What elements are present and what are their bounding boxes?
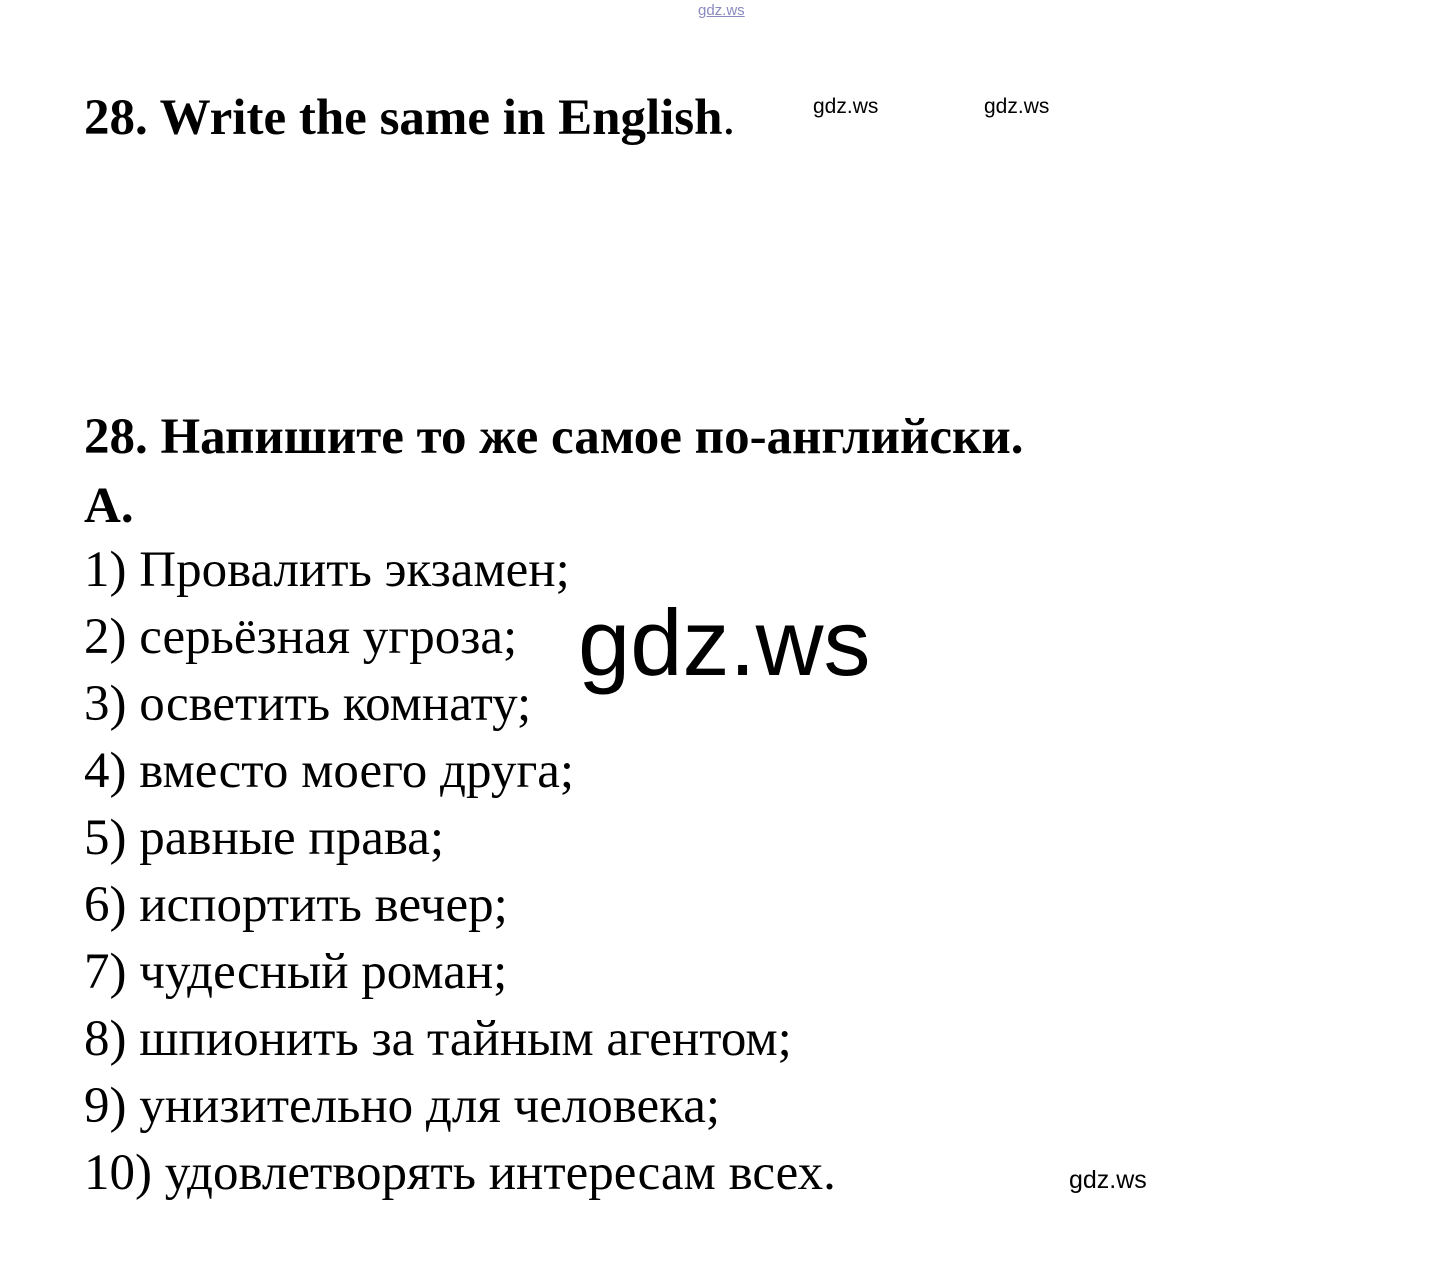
exercise-title-english-text: 28. Write the same in English bbox=[84, 90, 723, 146]
list-item: 5) равные права; bbox=[84, 810, 445, 866]
list-item: 3) осветить комнату; bbox=[84, 676, 532, 732]
list-item: 6) испортить вечер; bbox=[84, 877, 508, 933]
top-watermark-link[interactable]: gdz.ws bbox=[698, 2, 745, 19]
watermark-large-center: gdz.ws bbox=[578, 590, 871, 695]
exercise-title-english bbox=[84, 88, 735, 148]
list-item: 10) удовлетворять интересам всех. bbox=[84, 1145, 836, 1201]
watermark-right-of-title: gdz.ws bbox=[984, 95, 1050, 118]
list-item: 7) чудесный роман; bbox=[84, 944, 508, 1000]
list-item: 1) Провалить экзамен; bbox=[84, 542, 570, 598]
section-label: A. bbox=[84, 478, 134, 534]
list-item: 9) унизительно для человека; bbox=[84, 1078, 721, 1134]
watermark-bottom-right: gdz.ws bbox=[1069, 1166, 1147, 1194]
list-item: 8) шпионить за тайным агентом; bbox=[84, 1011, 792, 1067]
exercise-title-english-period: . bbox=[722, 90, 736, 146]
list-item: 4) вместо моего друга; bbox=[84, 743, 575, 799]
exercise-title-russian: 28. Напишите то же самое по-английски. bbox=[84, 409, 1024, 465]
list-item: 2) серьёзная угроза; bbox=[84, 609, 518, 665]
watermark-near-title: gdz.ws bbox=[813, 95, 879, 118]
